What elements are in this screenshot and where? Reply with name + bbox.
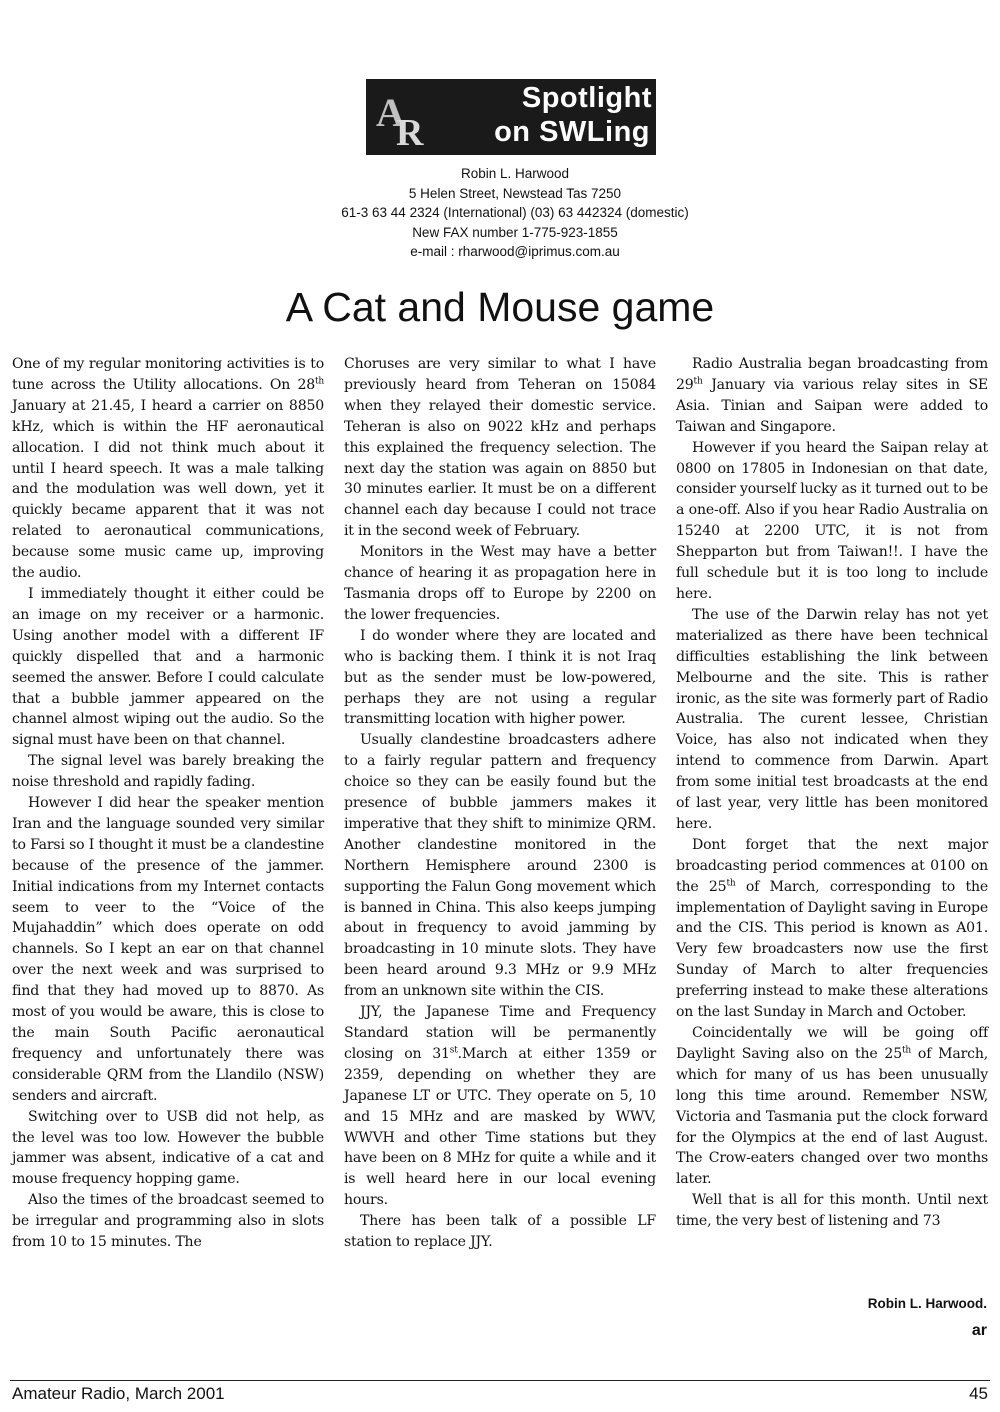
paragraph: Usually clandestine broadcasters adhere to a fairly regular pattern and frequency choice so they can be easily found but the presence of bubble jammers makes it imperative that they shift to minimize QRM. Another clandestine monitored in the Northern Hemisphere around 2300 is supporting the Falun Gong movement which is banned in China. This also keeps jumping about in frequency to avoid jamming by broadcasting in 10 minute slots. They have been heard around 9.3 MHz or 9.9 MHz from an unknown site within the CIS.: [344, 732, 656, 1000]
paragraph: Radio Australia began broadcasting from 29th January via various relay sites in SE Asia. Tinian and Saipan were added to Taiwan and Singapore.: [676, 356, 988, 435]
author-email: e-mail : rharwood@iprimus.com.au: [410, 244, 620, 259]
paragraph: The signal level was barely breaking the noise threshold and rapidly fading.: [12, 753, 324, 791]
banner-title-line2: on SWLing: [494, 116, 650, 148]
paragraph: The use of the Darwin relay has not yet materialized as there have been technical difficulties establishing the link between Melbourne and the site. This is rather ironic, as the site was formerly part of Radio Australia. The curent lessee, Christian Voice, has also not indicated when they intend to commence from Darwin. Apart from some initial test broadcasts at the end of last year, very little has been monitored here.: [676, 606, 988, 832]
paragraph: However I did hear the speaker mention Iran and the language sounded very similar to Farsi so I thought it must be a clandestine because of the presence of the jammer. Initial indications from my Internet contacts seem to veer to the “Voice of the Mujahaddin” which does operate on odd channels. So I kept an ear on that channel over the next week and was surprised to find that they had moved up to 8870. As most of you would be aware, this is close to the main South Pacific aeronautical frequency and unfortunately there was considerable QRM from the Llandilo (NSW) senders and aircraft.: [12, 795, 324, 1104]
column-banner: [366, 79, 656, 155]
article-title: A Cat and Mouse game: [285, 284, 715, 330]
paragraph: Also the times of the broadcast seemed to be irregular and programming also in slots from 10 to 15 minutes. The: [12, 1192, 324, 1251]
ar-logo: A R: [376, 90, 424, 154]
paragraph: Monitors in the West may have a better chance of hearing it as propagation here in Tasmania drops off to Europe by 2200 on the lower frequencies.: [344, 544, 656, 623]
paragraph: I immediately thought it either could be an image on my receiver or a harmonic. Using another model with a different IF quickly dispelled that and a harmonic seemed the answer. Before I could calculate that a bubble jammer appeared on the channel almost wiping out the audio. So the signal must have been on that channel.: [12, 585, 324, 749]
paragraph: One of my regular monitoring activities is to tune across the Utility allocations. On 28th January at 21.45, I heard a carrier on 8850 kHz, which is within the HF aeronautical allocation. I did not think much about it until I heard speech. It was a male talking and the modulation was well down, yet it quickly became apparent that it was not related to aeronautical communications, because some music came up, improving the audio.: [12, 356, 324, 582]
paragraph: There has been talk of a possible LF station to replace JJY.: [344, 1213, 656, 1251]
paragraph: Switching over to USB did not help, as the level was too low. However the bubble jammer was absent, indicative of a cat and mouse frequency hopping game.: [12, 1108, 324, 1188]
article-column-2: [344, 354, 656, 1253]
paragraph: I do wonder where they are located and who is backing them. I think it is not Iraq but as the sender must be low-powered, perhaps they are not using a regular transmitting location with higher power.: [344, 627, 656, 728]
page-number: 45: [969, 1384, 988, 1403]
article-column-3: [676, 354, 988, 1232]
end-mark: ar: [971, 1322, 987, 1339]
paragraph: Choruses are very similar to what I have previously heard from Teheran on 15084 when they relayed their domestic service. Teheran is also on 9022 kHz and perhaps this explained the frequency selection. The next day the station was again on 8850 but 30 minutes earlier. It must be on a different channel each day because I could not trace it in the second week of February.: [344, 356, 656, 540]
banner-title-line1: Spotlight: [521, 82, 652, 114]
paragraph: Dont forget that the next major broadcasting period commences at 0100 on the 25th of March, corresponding to the implementation of Daylight saving in Europe and the CIS. This period is known as A01. Very few broadcasters now use the first Sunday of March to alter frequencies preferring instead to make these alterations on the last Sunday in March and October.: [676, 836, 989, 1021]
paragraph: Well that is all for this month. Until next time, the very best of listening and 73: [676, 1192, 988, 1230]
author-signature: Robin L. Harwood.: [867, 1296, 987, 1311]
paragraph: However if you heard the Saipan relay at 0800 on 17805 in Indonesian on that date, consider yourself lucky as it turned out to be a one-off. Also if you hear Radio Australia on 15240 at 2200 UTC, it is not from Shepparton but from Taiwan!!. I have the full schedule but it is too long to include here.: [676, 439, 988, 602]
author-fax: New FAX number 1-775-923-1855: [412, 224, 618, 240]
author-address: 5 Helen Street, Newstead Tas 7250: [408, 185, 622, 201]
paragraph: Coincidentally we will be going off Daylight Saving also on the 25th of March, which for many of us has been unusually long this time around. Remember NSW, Victoria and Tasmania put the clock forward for the Olympics at the end of last August. The Crow-eaters changed over two months later.: [676, 1025, 988, 1188]
article-column-1: [12, 354, 324, 1253]
footer-publication: Amateur Radio, March 2001: [12, 1384, 225, 1403]
author-name: Robin L. Harwood: [460, 166, 570, 181]
paragraph: JJY, the Japanese Time and Frequency Standard station will be permanently closing on 31st.March at either 1359 or 2359, depending on whether they are Japanese LT or UTC. They operate on 5, 10 and 15 MHz and are masked by WWV, WWVH and other Time stations but they have been on 8 MHz for quite a while and it is well heard here in our local evening hours.: [344, 1004, 656, 1209]
footer-divider: [10, 1380, 990, 1381]
author-contact-block: [290, 164, 740, 262]
author-phone: 61-3 63 44 2324 (International) (03) 63 442324 (domestic): [341, 205, 689, 220]
